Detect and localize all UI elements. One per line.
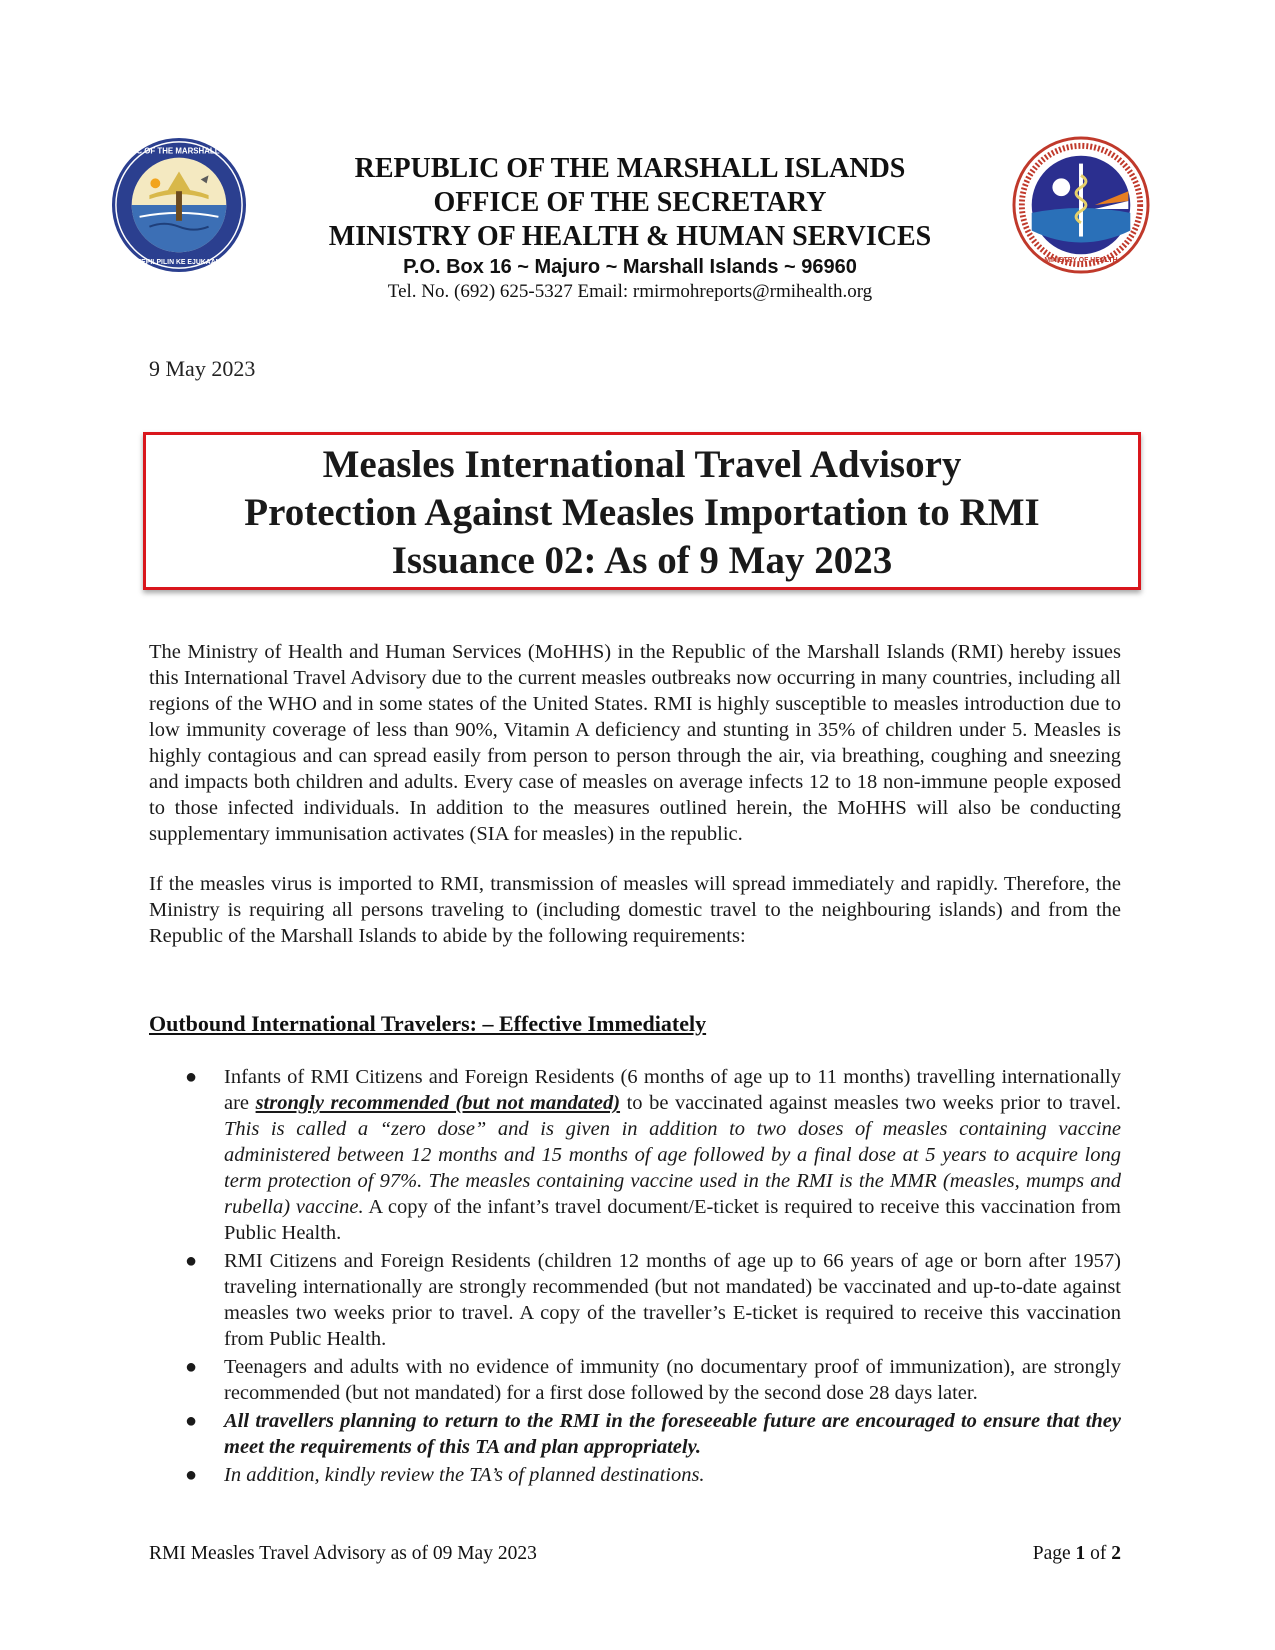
letterhead-ministry: MINISTRY OF HEALTH & HUMAN SERVICES	[328, 221, 932, 252]
title-line-3: Issuance 02: As of 9 May 2023	[391, 539, 893, 582]
page-separator: of	[1085, 1543, 1112, 1564]
requirements-paragraph: If the measles virus is imported to RMI, transmission of measles will spread immediately and rapidly. Therefore, the Ministry is requiring all persons traveling to (including domestic travel to the neighbouring islands) and from the Republic of the Marshall Islands to abide by the following requirements:	[149, 873, 1121, 947]
italic-note: This is called a “zero dose” and is given in addition to two doses of measles containing vaccine administered between 12 months and 15 months of age followed by a final dose at 5 years to acquire long term protection of 97%. The measles containing vaccine used in the RMI is the MMR (measles, mumps and rubella) vaccine.	[224, 1118, 1121, 1218]
bullet-text: Teenagers and adults with no evidence of immunity (no documentary proof of immunization), are strongly recommended (but not mandated) for a first dose followed by the second dose 28 days later.	[224, 1356, 1121, 1404]
list-item	[185, 1408, 1121, 1460]
page-current: 1	[1075, 1543, 1086, 1564]
letterhead	[250, 152, 1010, 304]
list-item	[185, 1354, 1121, 1406]
intro-paragraph: The Ministry of Health and Human Services (MoHHS) in the Republic of the Marshall Islands (RMI) hereby issues this International Travel Advisory due to the current measles outbreaks now occurring in many countries, including all regions of the WHO and in some states of the United States. RMI is highly susceptible to measles introduction due to low immunity coverage of less than 90%, Vitamin A deficiency and stunting in 35% of children under 5. Measles is highly contagious and can spread easily from person to person through the air, via breathing, coughing and sneezing and impacts both children and adults. Every case of measles on average infects 12 to 18 non-immune people exposed to those infected individuals. In addition to the measures outlined herein, the MoHHS will also be conducting supplementary immunisation activates (SIA for measles) in the republic.	[149, 641, 1121, 845]
list-item	[185, 1462, 1121, 1488]
footer-page-number	[1033, 1543, 1121, 1565]
requirements-list	[185, 1064, 1121, 1490]
bullet-icon: ●	[185, 1464, 198, 1486]
bullet-text: to be vaccinated against measles two weeks prior to travel.	[620, 1092, 1121, 1114]
bullet-icon: ●	[185, 1066, 198, 1088]
svg-text:MINISTRY OF HEALTH: MINISTRY OF HEALTH	[1044, 257, 1118, 265]
ministry-of-health-seal-logo	[1012, 136, 1150, 274]
svg-text:JEPILPILIN KE EJUKAAN: JEPILPILIN KE EJUKAAN	[137, 259, 221, 267]
document-date: 9 May 2023	[149, 356, 256, 381]
advisory-title-box	[143, 432, 1141, 590]
emphasis-text: strongly recommended (but not mandated)	[255, 1092, 621, 1114]
svg-text:REPUBLIC OF THE MARSHALL ISLAN: REPUBLIC OF THE MARSHALL ISLANDS	[101, 146, 257, 156]
letterhead-contact: Tel. No. (692) 625-5327 Email: rmirmohreports@rmihealth.org	[387, 281, 873, 302]
bullet-text: All travellers planning to return to the RMI in the foreseeable future are encouraged to ensure that they meet the requirements of this TA and plan appropriately.	[224, 1410, 1121, 1458]
page-total: 2	[1111, 1543, 1121, 1564]
bullet-text: In addition, kindly review the TA’s of planned destinations.	[224, 1464, 705, 1486]
footer-document-title: RMI Measles Travel Advisory as of 09 May 2023	[149, 1543, 537, 1564]
advisory-body	[149, 639, 1121, 973]
rmi-national-seal-logo	[101, 136, 257, 274]
title-line-1: Measles International Travel Advisory	[322, 443, 962, 486]
outbound-travelers-heading: Outbound International Travelers: – Effective Immediately	[149, 1011, 707, 1036]
list-item	[185, 1064, 1121, 1246]
title-line-2: Protection Against Measles Importation to RMI	[244, 491, 1040, 534]
bullet-text: RMI Citizens and Foreign Residents (children 12 months of age up to 66 years of age or born after 1957) traveling internationally are strongly recommended (but not mandated) be vaccinated and up-to-date against measles two weeks prior to travel. A copy of the traveller’s E-ticket is required to receive this vaccination from Public Health.	[224, 1250, 1121, 1350]
bullet-icon: ●	[185, 1356, 198, 1378]
bullet-icon: ●	[185, 1250, 198, 1272]
bullet-icon: ●	[185, 1410, 198, 1432]
bullet-text: Infants of RMI Citizens and Foreign Residents (6 months of age up to 11 months) travelling internationally are	[224, 1066, 1121, 1114]
letterhead-address: P.O. Box 16 ~ Majuro ~ Marshall Islands ~ 96960	[403, 256, 857, 278]
bullet-text: A copy of the infant’s travel document/E-ticket is required to receive this vaccination from Public Health.	[224, 1196, 1121, 1244]
page-prefix: Page	[1032, 1543, 1076, 1564]
letterhead-country: REPUBLIC OF THE MARSHALL ISLANDS	[354, 153, 906, 184]
list-item	[185, 1248, 1121, 1352]
letterhead-office: OFFICE OF THE SECRETARY	[433, 187, 827, 218]
